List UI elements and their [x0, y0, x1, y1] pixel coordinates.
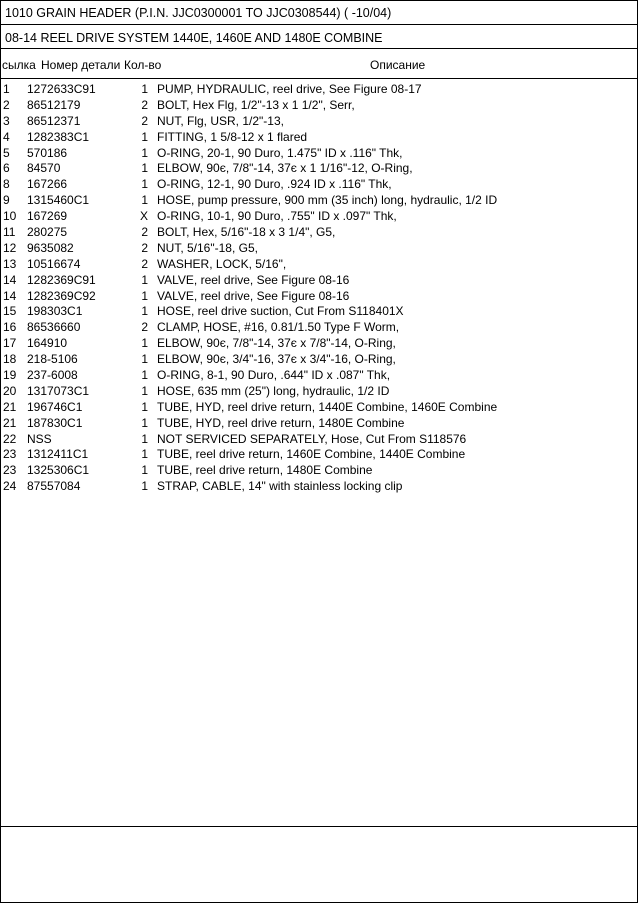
part-number: 1325306C1 [27, 463, 90, 478]
description: BOLT, Hex Flg, 1/2"-13 x 1 1/2", Serr, [157, 97, 355, 112]
description: O-RING, 12-1, 90 Duro, .924 ID x .116" Thk, [157, 177, 392, 192]
description: TUBE, reel drive return, 1480E Combine [157, 463, 373, 478]
description: O-RING, 10-1, 90 Duro, .755" ID x .097" Thk, [157, 209, 397, 224]
ref-number: 14 [3, 288, 17, 303]
ref-number: 23 [3, 447, 17, 462]
quantity: 1 [141, 368, 148, 383]
ref-number: 1 [3, 82, 10, 96]
table-row [0, 98, 638, 114]
part-number: 10516674 [27, 256, 81, 271]
ref-number: 16 [3, 320, 17, 335]
ref-number: 4 [3, 129, 10, 144]
description: ELBOW, 90є, 7/8"-14, 37є x 1 1/16"-12, O-Ring, [157, 161, 413, 176]
table-row [0, 225, 638, 241]
part-number: 86536660 [27, 320, 81, 335]
quantity: 1 [141, 399, 148, 414]
ref-number: 22 [3, 431, 17, 446]
table-row [0, 209, 638, 225]
part-number: 167266 [27, 177, 68, 192]
quantity: 1 [141, 336, 148, 351]
ref-number: 11 [3, 225, 16, 240]
table-row [0, 146, 638, 162]
description: TUBE, HYD, reel drive return, 1480E Combine [157, 415, 405, 430]
ref-number: 21 [3, 415, 17, 430]
part-number: 9635082 [27, 240, 74, 255]
quantity: 2 [141, 240, 148, 255]
ref-number: 21 [3, 399, 17, 414]
ref-number: 18 [3, 352, 17, 367]
description: ELBOW, 90є, 7/8"-14, 37є x 7/8"-14, O-Ring, [157, 336, 396, 351]
table-row [0, 368, 638, 384]
quantity: 1 [141, 161, 148, 176]
description: O-RING, 20-1, 90 Duro, 1.475" ID x .116" Thk, [157, 145, 403, 160]
quantity: X [139, 209, 148, 224]
quantity: 1 [141, 447, 148, 462]
quantity: 2 [141, 113, 148, 128]
description: HOSE, pump pressure, 900 mm (35 inch) long, hydraulic, 1/2 ID [157, 193, 498, 208]
description: O-RING, 8-1, 90 Duro, .644" ID x .087" Thk, [157, 368, 391, 383]
table-row [0, 241, 638, 257]
parts-table-body [0, 82, 638, 495]
description: VALVE, reel drive, See Figure 08-16 [157, 288, 350, 303]
part-number: 86512371 [27, 113, 81, 128]
table-row [0, 257, 638, 273]
quantity: 1 [141, 463, 148, 478]
divider [0, 24, 638, 25]
quantity: 1 [141, 82, 148, 96]
part-number: 167269 [27, 209, 68, 224]
quantity: 1 [141, 193, 148, 208]
part-number: 1282369C91 [27, 272, 96, 287]
part-number: 218-5106 [27, 352, 78, 367]
quantity: 2 [141, 97, 148, 112]
table-row [0, 114, 638, 130]
description: VALVE, reel drive, See Figure 08-16 [157, 272, 350, 287]
description: ELBOW, 90є, 3/4"-16, 37є x 3/4"-16, O-Ring, [157, 352, 396, 367]
part-number: 1315460C1 [27, 193, 90, 208]
quantity: 1 [141, 145, 148, 160]
divider [0, 78, 638, 79]
description: PUMP, HYDRAULIC, reel drive, See Figure 08-17 [157, 82, 422, 96]
part-number: 1272633C91 [27, 82, 96, 96]
ref-number: 24 [3, 479, 17, 494]
table-row [0, 479, 638, 495]
table-row [0, 193, 638, 209]
table-row [0, 304, 638, 320]
part-number: 1282383C1 [27, 129, 90, 144]
ref-number: 9 [3, 193, 10, 208]
quantity: 2 [141, 256, 148, 271]
column-header-ref: сылка [2, 58, 36, 72]
table-row [0, 320, 638, 336]
description: CLAMP, HOSE, #16, 0.81/1.50 Type F Worm, [157, 320, 400, 335]
description: HOSE, 635 mm (25") long, hydraulic, 1/2 ID [157, 383, 390, 398]
ref-number: 6 [3, 161, 10, 176]
ref-number: 2 [3, 97, 10, 112]
part-number: 87557084 [27, 479, 81, 494]
document-title: 1010 GRAIN HEADER (P.I.N. JJC0300001 TO JJC0308544) ( -10/04) [5, 6, 392, 20]
table-row [0, 82, 638, 98]
description: NUT, 5/16"-18, G5, [157, 240, 258, 255]
part-number: 570186 [27, 145, 68, 160]
ref-number: 8 [3, 177, 10, 192]
part-number: 1317073C1 [27, 383, 90, 398]
quantity: 1 [141, 431, 148, 446]
table-row [0, 432, 638, 448]
divider [0, 826, 638, 827]
description: NUT, Flg, USR, 1/2"-13, [157, 113, 284, 128]
ref-number: 13 [3, 256, 17, 271]
section-title: 08-14 REEL DRIVE SYSTEM 1440E, 1460E AND 1480E COMBINE [5, 31, 383, 45]
part-number: 187830C1 [27, 415, 83, 430]
divider [0, 48, 638, 49]
table-row [0, 336, 638, 352]
ref-number: 19 [3, 368, 17, 383]
table-row [0, 384, 638, 400]
ref-number: 3 [3, 113, 10, 128]
part-number: 84570 [27, 161, 61, 176]
description: TUBE, HYD, reel drive return, 1440E Combine, 1460E Combine [157, 399, 498, 414]
column-header-quantity: Кол-во [124, 58, 162, 72]
part-number: 1312411C1 [27, 447, 89, 462]
quantity: 1 [141, 383, 148, 398]
table-row [0, 289, 638, 305]
quantity: 1 [141, 479, 148, 494]
table-row [0, 273, 638, 289]
table-row [0, 177, 638, 193]
column-header-part-number: Номер детали [41, 58, 121, 72]
table-row [0, 352, 638, 368]
quantity: 1 [141, 415, 148, 430]
table-row [0, 463, 638, 479]
part-number: 196746C1 [27, 399, 83, 414]
table-row [0, 416, 638, 432]
part-number: 86512179 [27, 97, 81, 112]
ref-number: 15 [3, 304, 17, 319]
ref-number: 20 [3, 383, 17, 398]
ref-number: 10 [3, 209, 17, 224]
quantity: 1 [141, 304, 148, 319]
quantity: 1 [141, 129, 148, 144]
quantity: 2 [141, 225, 148, 240]
quantity: 2 [141, 320, 148, 335]
column-header-description: Описание [370, 58, 426, 72]
part-number: 280275 [27, 225, 68, 240]
table-row [0, 161, 638, 177]
quantity: 1 [141, 288, 148, 303]
description: WASHER, LOCK, 5/16", [157, 256, 287, 271]
ref-number: 14 [3, 272, 17, 287]
part-number: NSS [27, 431, 52, 446]
ref-number: 23 [3, 463, 17, 478]
quantity: 1 [141, 272, 148, 287]
table-row [0, 447, 638, 463]
quantity: 1 [141, 352, 148, 367]
ref-number: 12 [3, 240, 17, 255]
ref-number: 17 [3, 336, 17, 351]
description: BOLT, Hex, 5/16"-18 x 3 1/4", G5, [157, 225, 336, 240]
part-number: 198303C1 [27, 304, 83, 319]
part-number: 164910 [27, 336, 68, 351]
part-number: 237-6008 [27, 368, 78, 383]
description: STRAP, CABLE, 14" with stainless locking clip [157, 479, 403, 494]
ref-number: 5 [3, 145, 10, 160]
description: FITTING, 1 5/8-12 x 1 flared [157, 129, 308, 144]
description: NOT SERVICED SEPARATELY, Hose, Cut From S118576 [157, 431, 467, 446]
description: TUBE, reel drive return, 1460E Combine, 1440E Combine [157, 447, 466, 462]
description: HOSE, reel drive suction, Cut From S118401X [157, 304, 404, 319]
quantity: 1 [141, 177, 148, 192]
table-row [0, 400, 638, 416]
part-number: 1282369C92 [27, 288, 96, 303]
table-row [0, 130, 638, 146]
